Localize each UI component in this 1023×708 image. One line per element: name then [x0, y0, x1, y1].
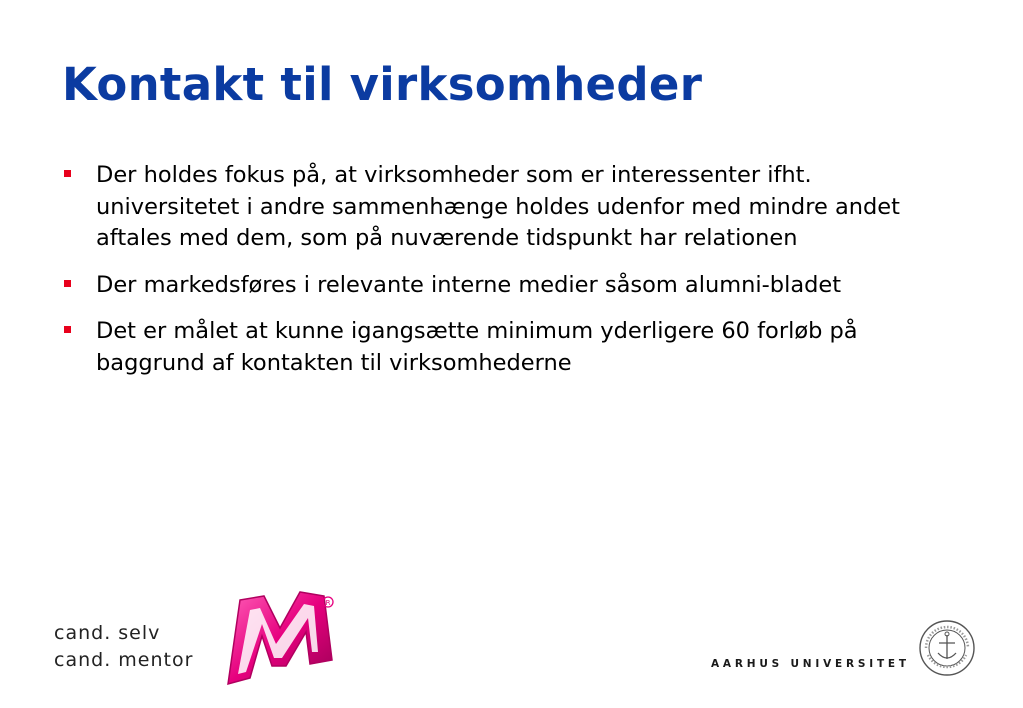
university-seal-icon	[918, 619, 976, 677]
bullet-text: Der markedsføres i relevante interne medier såsom alumni-bladet	[96, 271, 842, 298]
slide-title: Kontakt til virksomheder	[62, 58, 703, 111]
square-bullet-icon	[64, 326, 71, 333]
program-line-2: cand. mentor	[54, 649, 194, 671]
bullet-text: Det er målet at kunne igangsætte minimum yderligere 60 forløb på baggrund af kontakten til virksomhederne	[96, 318, 858, 376]
square-bullet-icon	[64, 280, 71, 287]
svg-text:R: R	[325, 599, 331, 607]
bullet-item	[62, 160, 962, 255]
program-line-1: cand. selv	[54, 622, 161, 644]
bullet-text: Der holdes fokus på, at virksomheder som er interessenter ifht. universitetet i andre sammenhænge holdes udenfor med mindre andet aftales med dem, som på nuværende tidspunkt har relationen	[96, 162, 900, 251]
bullet-item	[62, 316, 962, 379]
square-bullet-icon	[64, 170, 71, 177]
bullet-item	[62, 270, 962, 302]
bullet-list	[62, 160, 962, 394]
footer-program-names	[54, 620, 193, 674]
university-name: AARHUS UNIVERSITET	[711, 658, 910, 670]
mentor-m-logo-icon	[220, 588, 338, 696]
